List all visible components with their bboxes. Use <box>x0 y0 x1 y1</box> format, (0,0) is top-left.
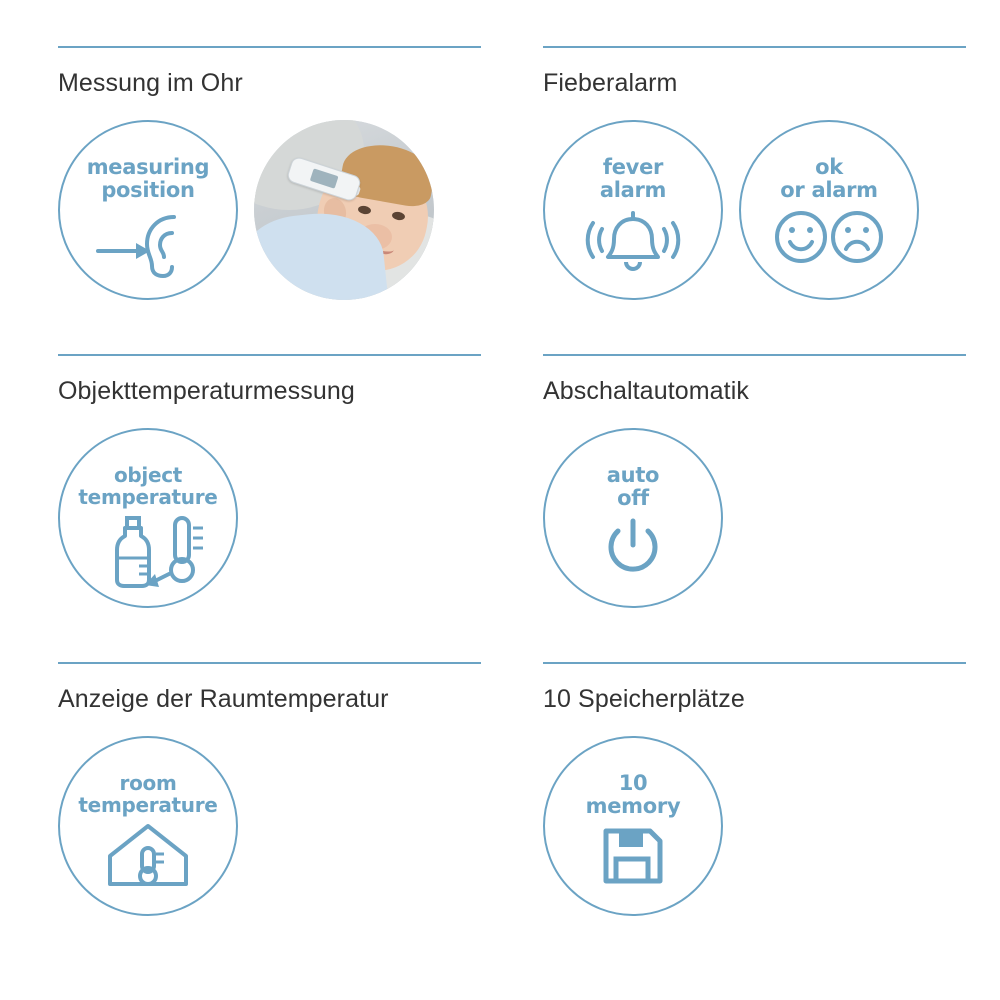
badge-caption-line2: temperature <box>78 792 218 817</box>
feature-cell-room-temperature <box>58 662 513 970</box>
badge-ok-or-alarm <box>739 120 919 300</box>
feature-cell-fever-alarm <box>543 46 966 354</box>
feature-cell-object-temperature <box>58 354 513 662</box>
feature-title: Anzeige der Raumtemperatur <box>58 685 389 713</box>
feature-title: Objekttemperaturmessung <box>58 377 355 405</box>
divider-line <box>543 662 966 664</box>
badge-caption-line1: 10 <box>618 770 648 795</box>
feature-grid <box>58 46 942 970</box>
bottle-thermometer-icon <box>83 514 213 593</box>
badge-room-temperature <box>58 736 238 916</box>
badge-caption-line1: auto <box>606 462 660 487</box>
house-thermometer-icon <box>100 822 196 893</box>
feature-title: Fieberalarm <box>543 69 678 97</box>
divider-line <box>543 46 966 48</box>
badge-caption-line2: temperature <box>78 484 218 509</box>
feature-title: Abschaltautomatik <box>543 377 749 405</box>
badge-caption-line1: object <box>113 462 183 487</box>
badge-auto-off <box>543 428 723 608</box>
badge-fever-alarm <box>543 120 723 300</box>
badge-measuring-position <box>58 120 238 300</box>
floppy-disk-icon <box>600 825 666 892</box>
badge-object-temperature <box>58 428 238 608</box>
badge-caption-line2: or alarm <box>780 178 878 203</box>
badge-caption-line1: room <box>119 770 177 795</box>
badge-caption-line1: measuring <box>86 154 210 179</box>
feature-icons-row <box>543 120 966 300</box>
badge-caption-line2: alarm <box>599 178 667 203</box>
badge-caption-line1: ok <box>815 154 843 179</box>
feature-cell-auto-off <box>543 354 966 662</box>
feature-title: Messung im Ohr <box>58 69 243 97</box>
feature-icons-row <box>58 120 513 300</box>
feature-icons-row <box>543 736 966 916</box>
ear-arrow-icon <box>88 209 208 284</box>
badge-memory <box>543 736 723 916</box>
feature-title: 10 Speicherplätze <box>543 685 745 713</box>
divider-line <box>58 354 481 356</box>
badge-caption-line1: fever <box>602 154 664 179</box>
feature-icons-row <box>543 428 966 608</box>
badge-caption-line2: off <box>617 486 649 511</box>
smiley-sad-face-icon <box>769 209 889 274</box>
feature-cell-ear-measurement <box>58 46 513 354</box>
badge-caption-line2: position <box>101 178 195 203</box>
divider-line <box>543 354 966 356</box>
divider-line <box>58 46 481 48</box>
divider-line <box>58 662 481 664</box>
feature-icons-row <box>58 736 513 916</box>
feature-cell-memory <box>543 662 966 970</box>
badge-caption-line2: memory <box>585 794 681 819</box>
baby-ear-thermometer-photo <box>254 120 434 300</box>
power-icon <box>598 517 668 584</box>
ringing-bell-icon <box>578 209 688 280</box>
feature-icons-row <box>58 428 513 608</box>
